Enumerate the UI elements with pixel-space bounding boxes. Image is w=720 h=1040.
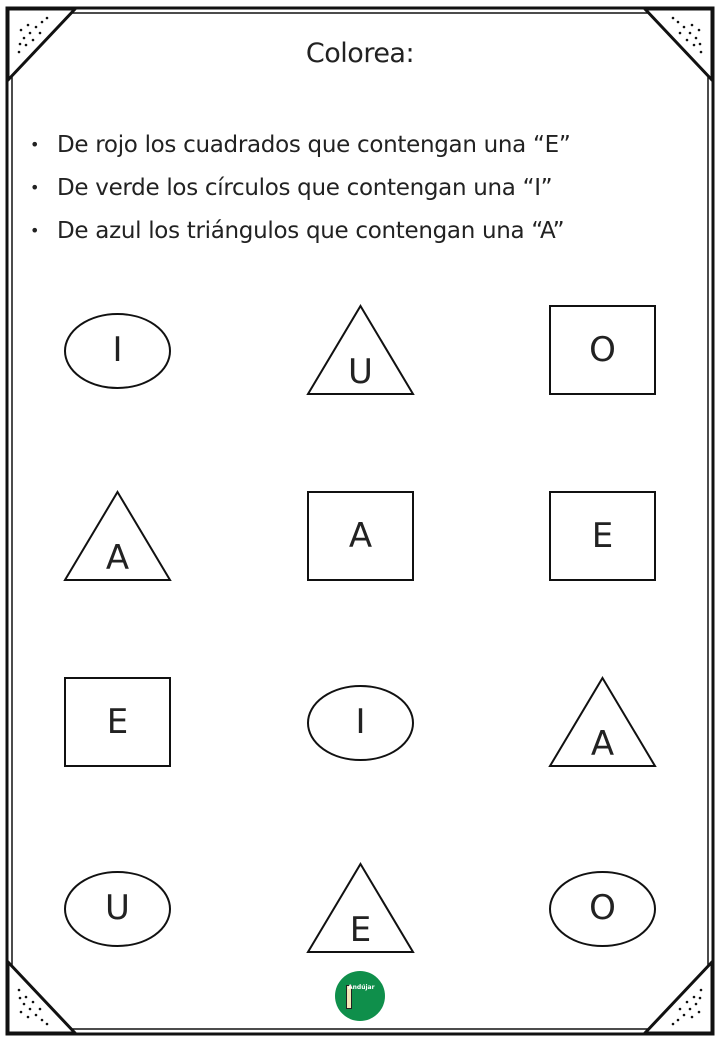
shape-letter: A	[348, 516, 373, 556]
shape-letter: E	[591, 516, 614, 556]
shape-letter: O	[589, 330, 616, 370]
triangle-shape[interactable]	[307, 305, 414, 395]
shape-letter: I	[112, 330, 123, 370]
instruction-text: De rojo los cuadrados que contengan una “E”	[57, 132, 571, 158]
bullet-icon: •	[30, 221, 40, 240]
corner-decoration-bottom-left	[8, 962, 75, 1033]
publisher-logo	[335, 971, 385, 1021]
instruction-text: De azul los triángulos que contengan una “A”	[57, 218, 565, 244]
triangle-shape[interactable]	[64, 491, 171, 581]
circle-shape[interactable]	[64, 305, 171, 395]
corner-decoration-bottom-right	[645, 962, 712, 1033]
square-shape[interactable]	[307, 491, 414, 581]
instruction-list	[22, 128, 570, 257]
circle-shape[interactable]	[549, 863, 656, 953]
shape-letter: A	[105, 538, 130, 578]
shape-letter: I	[355, 702, 366, 742]
instruction-item	[22, 128, 570, 171]
bullet-icon: •	[30, 135, 40, 154]
square-shape[interactable]	[64, 677, 171, 767]
instruction-item	[22, 214, 570, 257]
page-title: Colorea:	[305, 38, 415, 69]
triangle-shape[interactable]	[549, 677, 656, 767]
shape-letter: U	[105, 888, 130, 928]
shape-letter: E	[349, 910, 372, 950]
logo-text: Andújar	[348, 984, 375, 991]
instruction-item	[22, 171, 570, 214]
shape-letter: E	[106, 702, 129, 742]
shape-letter: U	[348, 352, 373, 392]
shape-letter: A	[590, 724, 615, 764]
bullet-icon: •	[30, 178, 40, 197]
shape-letter: O	[589, 888, 616, 928]
square-shape[interactable]	[549, 305, 656, 395]
square-shape[interactable]	[549, 491, 656, 581]
triangle-shape[interactable]	[307, 863, 414, 953]
circle-shape[interactable]	[307, 677, 414, 767]
instruction-text: De verde los círculos que contengan una “I”	[57, 175, 553, 201]
circle-shape[interactable]	[64, 863, 171, 953]
